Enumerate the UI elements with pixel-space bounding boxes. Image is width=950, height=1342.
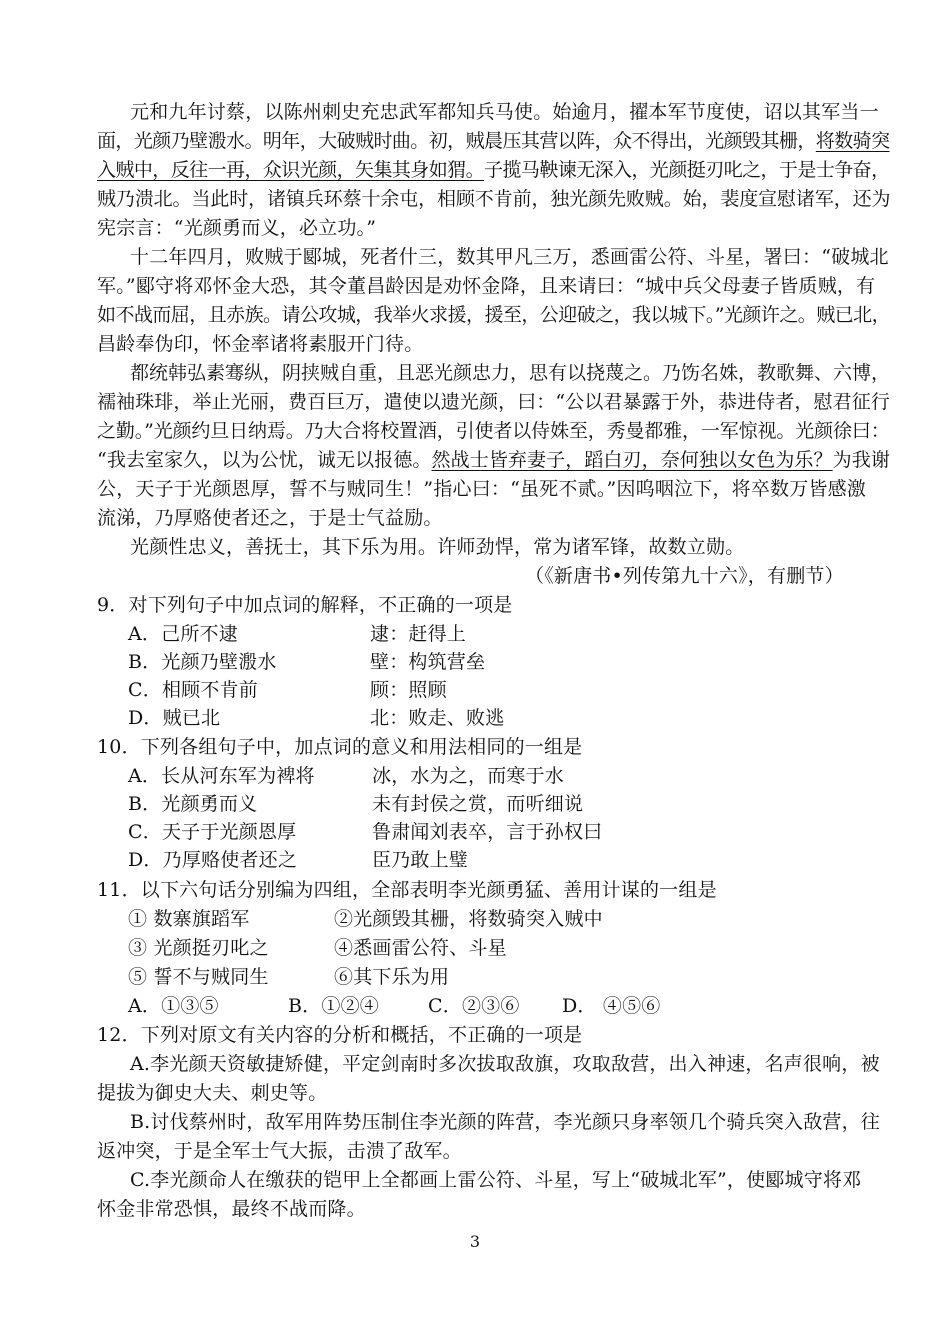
q10-option-pair: 冰，水为之，而寒于水 [372, 765, 565, 787]
passage-text: 如不战而屈，且赤族。请公攻城，我举火求援，援至，公迎破之，我以城下。”光颜许之。贼已北， [97, 304, 891, 326]
passage-text: “我去室家久，以为公忧，诚无以报德。 [97, 449, 432, 471]
passage-text: 面，光颜乃壁溵水。明年，大破贼时曲。初，贼晨压其营以阵，众不得出，光颜毁其栅， [97, 130, 816, 152]
q11-item: ⑥其下乐为用 [334, 966, 450, 988]
q11-choice: C．②③⑥ [428, 995, 520, 1017]
passage-line [130, 244, 889, 270]
q12-option-line: C.李光颜命人在缴获的铠甲上全都画上雷公符、斗星，写上“破城北军”，使郾城守将邓 [130, 1169, 862, 1191]
q11-item: ④悉画雷公符、斗星 [334, 937, 507, 959]
passage-line [130, 99, 879, 125]
q10-option-label: D．乃厚赂使者还之 [128, 849, 298, 871]
passage-text: 襦袖珠琲，举止光丽，费百巨万，遣使以遗光颜，曰：“公以君暴露于外，恭进侍者，慰君征行 [97, 391, 890, 413]
q11-item: ③ 光颜挺刃叱之 [128, 937, 269, 959]
q9-option-gloss: 逮：赶得上 [370, 623, 467, 645]
passage-text: 公，天子于光颜恩厚，誓不与贼同生！”指心曰：“虽死不贰。”因呜咽泣下，将卒数万皆感激 [97, 478, 867, 500]
q9-option-gloss: 北：败走、败逃 [370, 707, 505, 729]
passage-text: 军。”郾守将邓怀金大恐，其令董昌龄因是劝怀金降，且来请曰：“城中兵父母妻子皆质贼，有 [97, 275, 876, 297]
passage-line [97, 215, 376, 241]
passage-text: 元和九年讨蔡，以陈州刺史充忠武军都知兵马使。始逾月，擢本军节度使，诏以其军当一 [130, 101, 879, 123]
passage-line [97, 186, 890, 212]
q12-option-line: B.讨伐蔡州时，敌军用阵势压制住李光颜的阵营，李光颜只身率领几个骑兵突入敌营，往 [130, 1111, 881, 1133]
q12-option-line: 怀金非常恐惧，最终不战而降。 [97, 1198, 366, 1220]
question-9-stem: 9．对下列句子中加点词的解释，不正确的一项是 [97, 594, 513, 616]
passage-line [97, 157, 890, 183]
passage-line [97, 389, 890, 415]
q11-choice: A．①③⑤ [128, 995, 219, 1017]
passage-text: 为我谢 [832, 449, 890, 471]
q10-option-label: B．光颜勇而义 [128, 793, 258, 815]
q10-option-label: A．长从河东军为裨将 [128, 765, 315, 787]
q10-option-pair: 未有封侯之赏，而听细说 [372, 793, 584, 815]
q10-option-pair: 鲁肃闻刘表卒，言于孙权曰 [372, 821, 603, 843]
passage-line [97, 447, 890, 473]
page-number: 3 [469, 1232, 481, 1251]
question-11-stem: 11．以下六句话分别编为四组，全部表明李光颜勇猛、善用计谋的一组是 [97, 879, 717, 901]
passage-text: 流涕，乃厚赂使者还之，于是士气益励。 [97, 507, 443, 529]
q9-option-label: D．贼已北 [128, 707, 221, 729]
passage-text: 之勤。”光颜约旦日纳焉。乃大合将校置酒，引使者以侍姝至，秀曼都雅，一军惊视。光颜徐曰： [97, 420, 890, 442]
q12-option-line: 返冲突，于是全军士气大振，击溃了敌军。 [97, 1140, 462, 1162]
q9-option-label: B．光颜乃壁溵水 [128, 651, 277, 673]
q9-option-label: A．己所不逮 [128, 623, 238, 645]
underlined-sentence: 然战士皆弃妻子，蹈白刃，奈何独以女色为乐？ [431, 449, 833, 471]
passage-line [97, 418, 890, 444]
passage-text: 贼乃溃北。当此时，诸镇兵环蔡十余屯，相顾不肯前，独光颜先败贼。始，裴度宣慰诸军，还为 [97, 188, 891, 210]
passage-text: 光颜性忠义，善抚士，其下乐为用。许师劲悍，常为诸军锋，故数立勋。 [130, 536, 745, 558]
q11-choice: D． ④⑤⑥ [562, 995, 661, 1017]
q10-option-pair: 臣乃敢上璧 [372, 849, 469, 871]
question-12-stem: 12．下列对原文有关内容的分析和概括，不正确的一项是 [97, 1024, 583, 1046]
q9-option-label: C．相顾不肯前 [128, 679, 258, 701]
underlined-sentence: 将数骑突 [815, 130, 890, 152]
underlined-sentence: 入贼中，反往一再，众识光颜，矢集其身如猬。 [97, 159, 485, 181]
source-citation: （《新唐书•列传第九十六》，有删节） [525, 565, 844, 587]
passage-line [97, 273, 875, 299]
passage-line [130, 534, 744, 560]
q11-item: ⑤ 誓不与贼同生 [128, 966, 269, 988]
passage-line [97, 331, 423, 357]
passage-text: 宪宗言：“光颜勇而义，必立功。” [97, 217, 377, 239]
q9-option-gloss: 壁：构筑营垒 [370, 651, 486, 673]
passage-text: 十二年四月，败贼于郾城，死者什三，数其甲凡三万，悉画雷公符、斗星，署曰：“破城北 [130, 246, 889, 268]
passage-line [97, 505, 443, 531]
q12-option-line: 提拔为御史大夫、刺史等。 [97, 1082, 328, 1104]
q11-item: ① 数寨旗蹈军 [128, 908, 250, 930]
passage-text: 子揽马鞅谏无深入，光颜挺刃叱之，于是士争奋， [484, 159, 890, 181]
passage-text: 都统韩弘素骞纵，阴挟贼自重，且恶光颜忠力，思有以挠蔑之。乃饬名姝，教歌舞、六博， [130, 362, 891, 384]
passage-line [130, 360, 890, 386]
passage-text: 昌龄奉伪印，怀金率诸将素服开门待。 [97, 333, 424, 355]
passage-line [97, 302, 890, 328]
passage-line [97, 128, 890, 154]
question-10-stem: 10．下列各组句子中，加点词的意义和用法相同的一组是 [97, 736, 583, 758]
passage-line [97, 476, 866, 502]
q11-item: ②光颜毁其栅，将数骑突入贼中 [334, 908, 603, 930]
q10-option-label: C．天子于光颜恩厚 [128, 821, 297, 843]
q9-option-gloss: 顾：照顾 [370, 679, 447, 701]
q12-option-line: A.李光颜天资敏捷矫健，平定剑南时多次拔取敌旗，攻取敌营，出入神速，名声很响，被 [130, 1053, 880, 1075]
q11-choice: B．①②④ [288, 995, 379, 1017]
